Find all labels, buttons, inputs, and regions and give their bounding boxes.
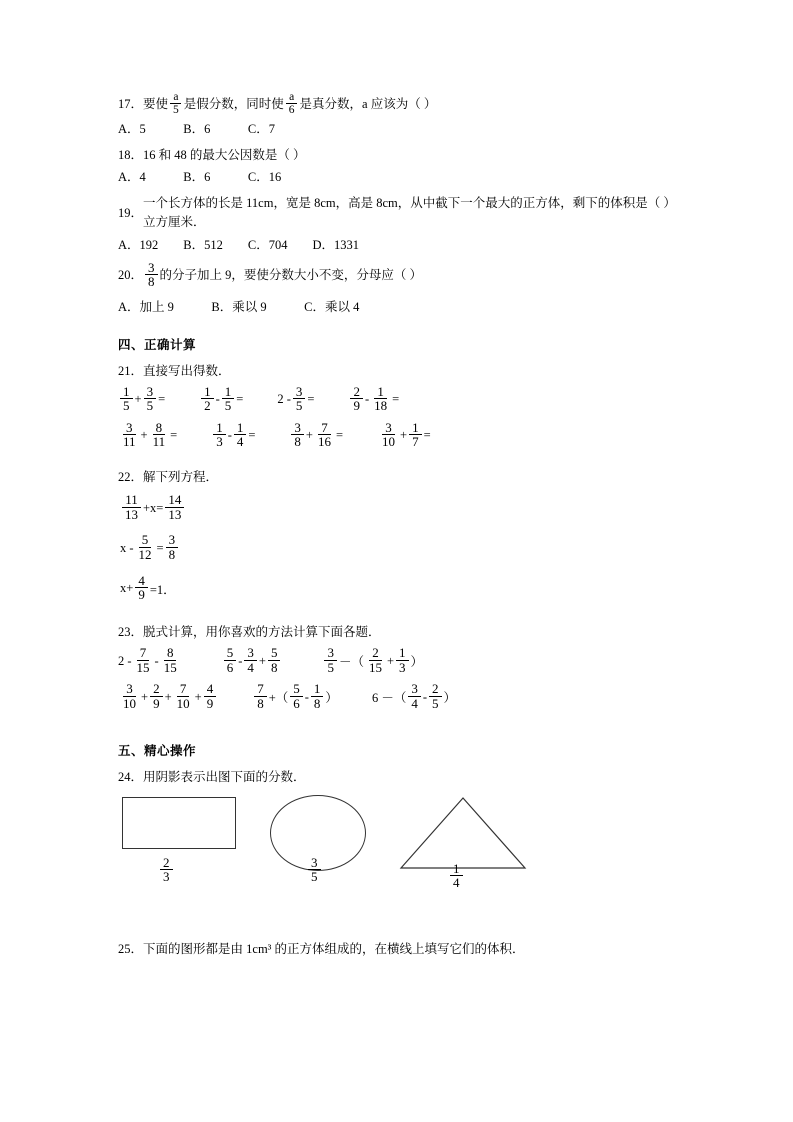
fraction bbox=[201, 385, 214, 413]
operator: - bbox=[304, 689, 309, 704]
q22-equation-3 bbox=[120, 572, 678, 606]
figure-3-fraction bbox=[450, 862, 463, 890]
question-23-row-1 bbox=[118, 644, 678, 678]
question-18-text: 16 和 48 的最大公因数是（ ） bbox=[143, 147, 306, 162]
fraction-numerator: 4 bbox=[135, 574, 148, 589]
fraction-numerator: 8 bbox=[164, 646, 177, 661]
fraction-denominator: 10 bbox=[382, 434, 396, 450]
question-18-number: 18． bbox=[118, 147, 144, 162]
fraction-denominator: 5 bbox=[311, 869, 318, 885]
fraction-denominator: 8 bbox=[270, 659, 278, 675]
fraction-denominator: 11 bbox=[123, 434, 136, 450]
figure-label-3 bbox=[448, 860, 465, 891]
fraction-denominator: 8 bbox=[148, 274, 155, 290]
fraction bbox=[120, 421, 139, 449]
fraction-numerator: 4 bbox=[204, 682, 217, 697]
question-19-number: 19． bbox=[118, 205, 144, 220]
q21-expr-r1-2 bbox=[199, 383, 244, 414]
fraction-denominator: 5 bbox=[173, 104, 179, 117]
operator: + bbox=[258, 653, 266, 668]
fraction bbox=[136, 533, 155, 561]
fraction bbox=[161, 646, 180, 674]
question-22-text: 解下列方程． bbox=[143, 470, 219, 485]
q22-equation-2 bbox=[120, 531, 678, 565]
fraction-numerator: 2 bbox=[160, 856, 173, 871]
fraction bbox=[122, 493, 141, 521]
q23-expr-r1-1 bbox=[118, 644, 182, 675]
fraction-numerator: 2 bbox=[369, 646, 382, 661]
question-21-number: 21． bbox=[118, 363, 144, 378]
fraction-denominator: 15 bbox=[163, 659, 177, 675]
operator: + bbox=[305, 428, 313, 443]
fraction-denominator: 10 bbox=[123, 695, 136, 711]
fraction-numerator: 14 bbox=[165, 493, 184, 508]
fraction-denominator: 5 bbox=[295, 398, 303, 414]
fraction-numerator: 7 bbox=[254, 682, 267, 697]
fraction-numerator: 5 bbox=[224, 646, 237, 661]
fraction-denominator: 6 bbox=[226, 659, 234, 675]
question-20 bbox=[118, 259, 678, 290]
q23-expr-r2-3 bbox=[372, 683, 456, 711]
fraction bbox=[408, 682, 421, 710]
fraction bbox=[174, 682, 193, 710]
fraction-numerator: 1 bbox=[450, 862, 463, 877]
q21-expr-r2-4 bbox=[377, 419, 431, 450]
fraction-numerator: 11 bbox=[122, 493, 141, 508]
fraction bbox=[135, 574, 148, 602]
fraction-denominator: 3 bbox=[399, 659, 406, 675]
fraction-numerator: 3 bbox=[123, 682, 136, 697]
figure-label-1 bbox=[158, 854, 175, 885]
fraction-numerator: 1 bbox=[234, 421, 247, 436]
q21-expr-r1-3 bbox=[277, 383, 315, 414]
fraction bbox=[290, 682, 303, 710]
fraction bbox=[315, 421, 334, 449]
fraction bbox=[371, 385, 390, 413]
fraction bbox=[396, 646, 409, 674]
q22-equation-expr-2 bbox=[120, 534, 180, 562]
fraction-numerator: 5 bbox=[268, 646, 281, 661]
fraction-denominator: 13 bbox=[125, 506, 138, 522]
operator: =1． bbox=[149, 582, 176, 597]
fraction-denominator: 6 bbox=[293, 695, 300, 711]
fraction-denominator: 5 bbox=[432, 695, 439, 711]
operator: = bbox=[236, 392, 244, 407]
q21-expr-r1-1 bbox=[118, 383, 166, 414]
fraction bbox=[244, 646, 257, 674]
question-17-fraction-2 bbox=[286, 91, 298, 116]
fraction-numerator: 1 bbox=[311, 682, 324, 697]
fraction-denominator: 10 bbox=[176, 695, 190, 711]
operator: 2 - bbox=[118, 653, 132, 668]
question-19-options: A．192 B．512 C．704 D．1331 bbox=[118, 237, 359, 252]
document-content bbox=[118, 92, 678, 957]
fraction bbox=[134, 646, 153, 674]
operator: - bbox=[422, 689, 427, 704]
fraction bbox=[291, 421, 304, 449]
figure-1-fraction bbox=[160, 856, 173, 884]
fraction-numerator: 1 bbox=[222, 385, 235, 400]
fraction-numerator: a bbox=[286, 91, 297, 104]
fraction-denominator: 8 bbox=[168, 547, 176, 563]
fraction bbox=[324, 646, 337, 674]
fraction bbox=[311, 682, 324, 710]
operator: = bbox=[423, 428, 431, 443]
question-18-options: A．4 B．6 C．16 bbox=[118, 170, 282, 185]
question-24-figures bbox=[118, 795, 678, 915]
question-25-text: 下面的图形都是由 1cm³ 的正方体组成的，在横线上填写它们的体积． bbox=[143, 941, 525, 956]
fraction-numerator: 3 bbox=[324, 646, 337, 661]
operator: + bbox=[400, 428, 408, 443]
fraction bbox=[166, 533, 179, 561]
question-17 bbox=[118, 92, 678, 117]
fraction bbox=[409, 421, 422, 449]
operator: = bbox=[335, 428, 344, 443]
fraction-denominator: 4 bbox=[247, 659, 254, 675]
operator: + bbox=[140, 428, 148, 443]
fraction bbox=[150, 682, 163, 710]
fraction-numerator: 2 bbox=[429, 682, 442, 697]
fraction-numerator: 7 bbox=[177, 682, 190, 697]
q21-expr-r2-2 bbox=[211, 419, 256, 450]
fraction-denominator: 6 bbox=[288, 104, 295, 117]
operator: = bbox=[307, 392, 315, 407]
q23-expr-r1-2 bbox=[222, 644, 283, 675]
figure-2-fraction bbox=[308, 856, 321, 884]
operator: +（ bbox=[268, 691, 289, 706]
question-21-row-1 bbox=[118, 383, 678, 417]
fraction bbox=[144, 385, 157, 413]
question-23-number: 23． bbox=[118, 624, 144, 639]
operator: 2 - bbox=[277, 392, 291, 407]
question-19-text: 一个长方体的长是 11cm，宽是 8cm，高是 8cm，从中截下一个最大的正方体，剩下的体积是（ ）立方厘米． bbox=[143, 196, 676, 230]
fraction-numerator: a bbox=[170, 91, 181, 104]
fraction-denominator: 11 bbox=[152, 434, 166, 450]
operator: +x= bbox=[143, 500, 164, 515]
operator: x - bbox=[120, 541, 134, 556]
question-17-options: A．5 B．6 C．7 bbox=[118, 122, 275, 137]
fraction-denominator: 4 bbox=[411, 695, 418, 711]
fraction-denominator: 5 bbox=[146, 398, 154, 414]
question-21-row-2 bbox=[118, 419, 678, 453]
fraction-denominator: 5 bbox=[327, 659, 334, 675]
fraction-numerator: 8 bbox=[153, 421, 166, 436]
question-22-equations bbox=[118, 491, 678, 606]
fraction-numerator: 7 bbox=[318, 421, 331, 436]
question-21-prompt bbox=[118, 361, 678, 379]
operator: = bbox=[170, 428, 178, 443]
fraction bbox=[204, 682, 217, 710]
operator: - bbox=[215, 392, 220, 407]
fraction-denominator: 3 bbox=[163, 869, 170, 885]
fraction-numerator: 5 bbox=[290, 682, 303, 697]
q21-expr-r1-4 bbox=[348, 383, 400, 414]
fraction bbox=[350, 385, 363, 413]
question-24-text: 用阴影表示出图下面的分数． bbox=[143, 769, 306, 784]
fraction bbox=[213, 421, 226, 449]
question-22-number: 22． bbox=[118, 470, 144, 485]
operator: + bbox=[164, 689, 172, 704]
operator: + bbox=[194, 689, 202, 704]
fraction bbox=[224, 646, 237, 674]
operator: = bbox=[392, 392, 400, 407]
fraction-numerator: 1 bbox=[396, 646, 409, 661]
operator: 6 －（ bbox=[371, 691, 407, 706]
fraction-numerator: 3 bbox=[382, 421, 395, 436]
q21-expr-r2-1 bbox=[118, 419, 178, 450]
operator: - bbox=[364, 392, 370, 407]
fraction-numerator: 1 bbox=[120, 385, 133, 400]
question-18 bbox=[118, 146, 678, 165]
fraction-denominator: 18 bbox=[374, 398, 388, 414]
fraction-numerator: 3 bbox=[291, 421, 304, 436]
fraction-numerator: 3 bbox=[308, 856, 321, 871]
fraction bbox=[234, 421, 247, 449]
fraction-denominator: 8 bbox=[313, 695, 321, 711]
operator: + bbox=[134, 392, 142, 407]
fraction-numerator: 1 bbox=[409, 421, 422, 436]
fraction-numerator: 3 bbox=[244, 646, 257, 661]
operator: - bbox=[238, 653, 243, 668]
question-17-text-c: 是真分数，a 应该为（ ） bbox=[299, 96, 437, 111]
question-17-text-b: 是假分数，同时使 bbox=[183, 96, 284, 111]
fraction-numerator: 5 bbox=[139, 533, 152, 548]
question-23-prompt bbox=[118, 622, 678, 640]
question-25-prompt bbox=[118, 939, 678, 957]
fraction-denominator: 7 bbox=[412, 434, 419, 450]
operator: ） bbox=[443, 691, 457, 706]
fraction bbox=[120, 682, 139, 710]
question-21-text: 直接写出得数． bbox=[143, 363, 231, 378]
fraction bbox=[268, 646, 281, 674]
fraction-denominator: 8 bbox=[294, 434, 301, 450]
fraction bbox=[150, 421, 169, 449]
operator: = bbox=[156, 541, 164, 556]
q23-expr-r2-1 bbox=[118, 683, 218, 711]
fraction-denominator: 2 bbox=[204, 398, 211, 414]
question-20-options: A．加上 9 B．乘以 9 C．乘以 4 bbox=[118, 299, 360, 314]
fraction-numerator: 2 bbox=[350, 385, 363, 400]
q22-equation-1 bbox=[120, 491, 678, 525]
question-17-text-a: 要使 bbox=[143, 96, 169, 111]
operator: = bbox=[248, 428, 256, 443]
figure-label-2 bbox=[306, 854, 323, 885]
fraction bbox=[366, 646, 385, 674]
question-20-number: 20． bbox=[118, 267, 144, 282]
q22-equation-expr-3 bbox=[120, 572, 176, 603]
operator: ） bbox=[410, 655, 424, 670]
question-17-fraction-1 bbox=[170, 91, 182, 116]
fraction bbox=[254, 682, 267, 710]
fraction-denominator: 5 bbox=[123, 398, 130, 414]
section-4-heading: 四、正确计算 bbox=[118, 337, 197, 352]
q23-expr-r2-2 bbox=[252, 683, 338, 711]
q23-expr-r1-3 bbox=[322, 644, 424, 675]
question-23-text: 脱式计算，用你喜欢的方法计算下面各题． bbox=[143, 624, 381, 639]
question-25-number: 25． bbox=[118, 941, 144, 956]
fraction-numerator: 3 bbox=[408, 682, 421, 697]
rectangle-shape bbox=[122, 797, 236, 849]
question-20-text: 的分子加上 9，要使分数大小不变，分母应（ ） bbox=[159, 267, 423, 282]
fraction-denominator: 9 bbox=[353, 398, 360, 414]
question-23-row-2 bbox=[118, 680, 678, 714]
fraction-numerator: 1 bbox=[201, 385, 214, 400]
operator: ） bbox=[325, 691, 338, 706]
operator: = bbox=[158, 392, 166, 407]
fraction-denominator: 8 bbox=[257, 695, 264, 711]
fraction-denominator: 9 bbox=[153, 695, 160, 711]
question-20-fraction bbox=[145, 261, 158, 289]
operator: + bbox=[386, 653, 395, 668]
fraction-numerator: 3 bbox=[123, 421, 136, 436]
fraction-denominator: 12 bbox=[138, 547, 152, 563]
fraction-denominator: 13 bbox=[168, 506, 182, 522]
fraction-numerator: 3 bbox=[166, 533, 179, 548]
fraction-numerator: 3 bbox=[144, 385, 157, 400]
question-22-prompt bbox=[118, 467, 678, 485]
fraction-denominator: 15 bbox=[368, 659, 382, 675]
fraction bbox=[379, 421, 398, 449]
fraction bbox=[293, 385, 306, 413]
fraction-numerator: 3 bbox=[145, 261, 158, 276]
fraction-denominator: 4 bbox=[236, 434, 244, 450]
operator: x+ bbox=[120, 581, 134, 596]
question-17-number: 17． bbox=[118, 96, 144, 111]
question-19 bbox=[118, 194, 678, 233]
fraction-numerator: 1 bbox=[213, 421, 226, 436]
fraction-numerator: 7 bbox=[137, 646, 150, 661]
operator: －（ bbox=[338, 655, 364, 670]
fraction-denominator: 9 bbox=[138, 587, 145, 603]
fraction-denominator: 3 bbox=[216, 434, 223, 450]
section-5-heading: 五、精心操作 bbox=[118, 743, 197, 758]
fraction-denominator: 16 bbox=[317, 434, 331, 450]
q21-expr-r2-3 bbox=[289, 419, 344, 450]
fraction-denominator: 9 bbox=[206, 695, 214, 711]
fraction-denominator: 5 bbox=[224, 398, 232, 414]
operator: + bbox=[141, 689, 149, 704]
fraction-denominator: 15 bbox=[136, 659, 150, 675]
q22-equation-expr-1 bbox=[120, 494, 186, 522]
triangle-shape bbox=[398, 795, 528, 871]
fraction bbox=[120, 385, 133, 413]
operator: - bbox=[227, 428, 232, 443]
operator: - bbox=[154, 653, 159, 668]
fraction bbox=[165, 493, 184, 521]
fraction-denominator: 4 bbox=[453, 875, 460, 891]
fraction-numerator: 2 bbox=[150, 682, 163, 697]
fraction bbox=[429, 682, 442, 710]
fraction-numerator: 3 bbox=[293, 385, 306, 400]
fraction bbox=[222, 385, 235, 413]
fraction-numerator: 1 bbox=[374, 385, 387, 400]
question-24-number: 24． bbox=[118, 769, 144, 784]
question-24-prompt bbox=[118, 767, 678, 785]
